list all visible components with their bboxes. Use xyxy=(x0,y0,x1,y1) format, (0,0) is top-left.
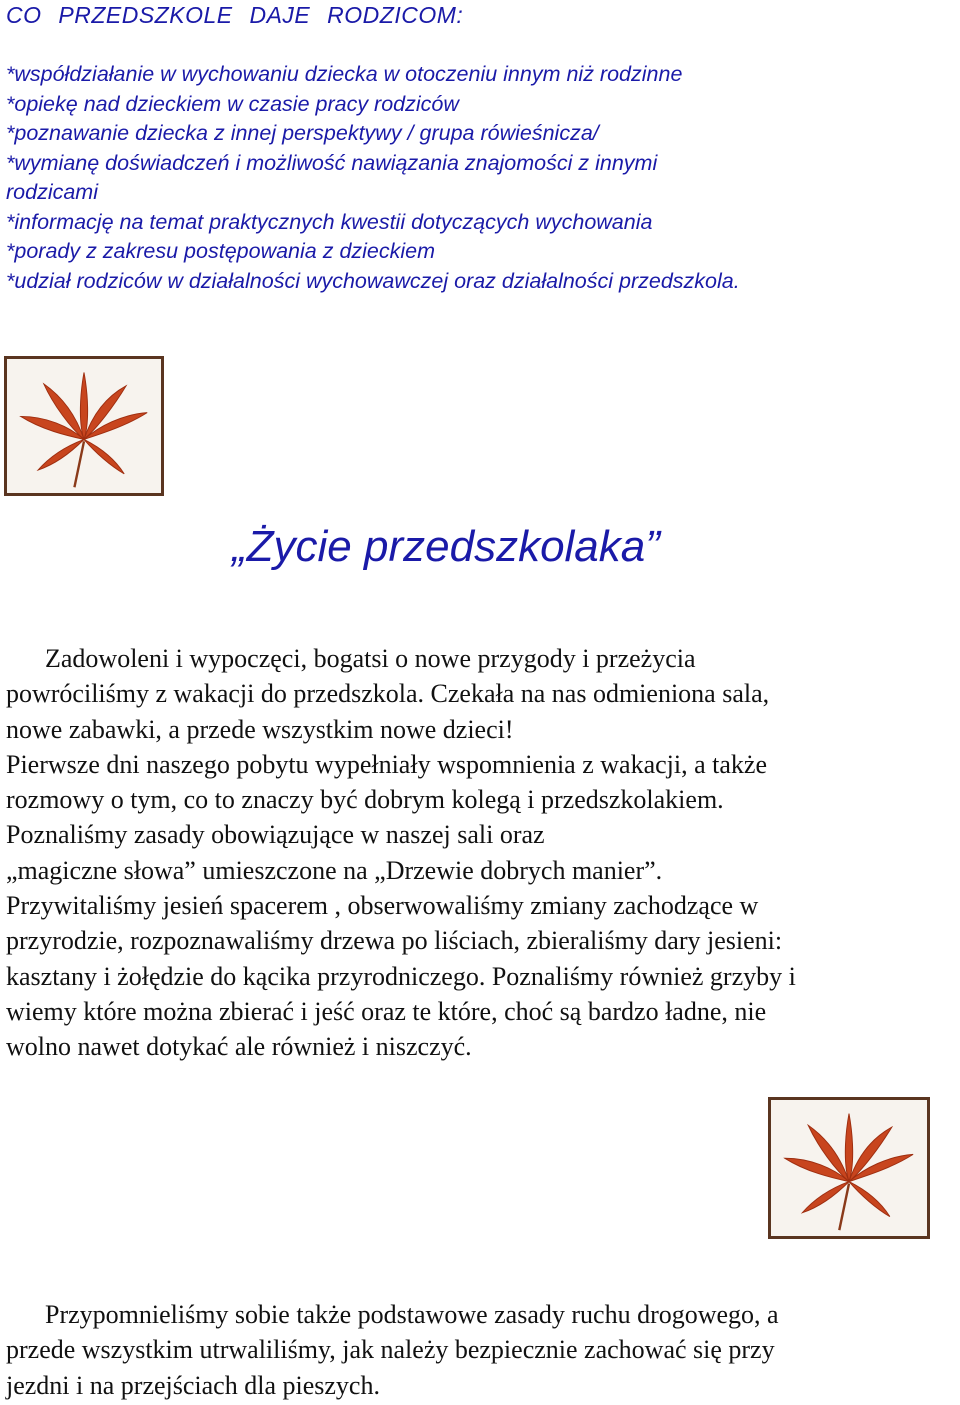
text-line: Przywitaliśmy jesień spacerem , obserwowaliśmy zmiany zachodzące w xyxy=(6,891,759,921)
text-line: przede wszystkim utrwaliliśmy, jak należy bezpiecznie zachować się przy xyxy=(6,1335,775,1365)
list-item: rodzicami xyxy=(6,180,98,204)
text-line: Pierwsze dni naszego pobytu wypełniały wspomnienia z wakacji, a także xyxy=(6,749,767,779)
article-title: „Życie przedszkolaka” xyxy=(232,522,660,571)
list-item: *udział rodziców w działalności wychowawczej oraz działalności przedszkola. xyxy=(6,268,740,293)
list-item: *opiekę nad dzieckiem w czasie pracy rodziców xyxy=(6,91,459,116)
text-line: rozmowy o tym, co to znaczy być dobrym kolegą i przedszkolakiem. xyxy=(6,785,724,815)
text-line: Przypomnieliśmy sobie także podstawowe zasady ruchu drogowego, a xyxy=(6,1300,779,1329)
paragraph-1 xyxy=(6,641,956,1065)
heading: CO PRZEDSZKOLE DAJE RODZICOM: xyxy=(6,2,464,28)
text-line: wolno nawet dotykać ale również i niszczyć. xyxy=(6,1032,472,1062)
text-line: nowe zabawki, a przede wszystkim nowe dzieci! xyxy=(6,714,514,744)
maple-leaf-icon xyxy=(7,359,161,493)
maple-leaf-image xyxy=(4,356,164,496)
text-line: wiemy które można zbierać i jeść oraz te które, choć są bardzo ładne, nie xyxy=(6,996,767,1026)
maple-leaf-image xyxy=(768,1097,930,1239)
text-line: Poznaliśmy zasady obowiązujące w naszej sali oraz xyxy=(6,820,545,850)
benefits-list xyxy=(6,60,740,296)
text-line: powróciliśmy z wakacji do przedszkola. Czekała na nas odmieniona sala, xyxy=(6,679,770,709)
text-line: „magiczne słowa” umieszczone na „Drzewie dobrych manier”. xyxy=(6,855,663,885)
text-line: kasztany i żołędzie do kącika przyrodniczego. Poznaliśmy również grzyby i xyxy=(6,961,796,991)
maple-leaf-icon xyxy=(771,1100,927,1236)
text-line: Zadowoleni i wypoczęci, bogatsi o nowe przygody i przeżycia xyxy=(6,644,696,673)
list-item: *informację na temat praktycznych kwestii dotyczących wychowania xyxy=(6,209,653,234)
list-item: *poznawanie dziecka z innej perspektywy / grupa rówieśnicza/ xyxy=(6,121,599,145)
list-item: *porady z zakresu postępowania z dzieckiem xyxy=(6,239,436,263)
list-item: *wymianę doświadczeń i możliwość nawiązania znajomości z innymi xyxy=(6,150,658,175)
text-line: jezdni i na przejściach dla pieszych. xyxy=(6,1370,380,1400)
paragraph-2 xyxy=(6,1297,956,1403)
text-line: przyrodzie, rozpoznawaliśmy drzewa po liściach, zbieraliśmy dary jesieni: xyxy=(6,926,783,956)
list-item: *współdziałanie w wychowaniu dziecka w otoczeniu innym niż rodzinne xyxy=(6,62,683,86)
